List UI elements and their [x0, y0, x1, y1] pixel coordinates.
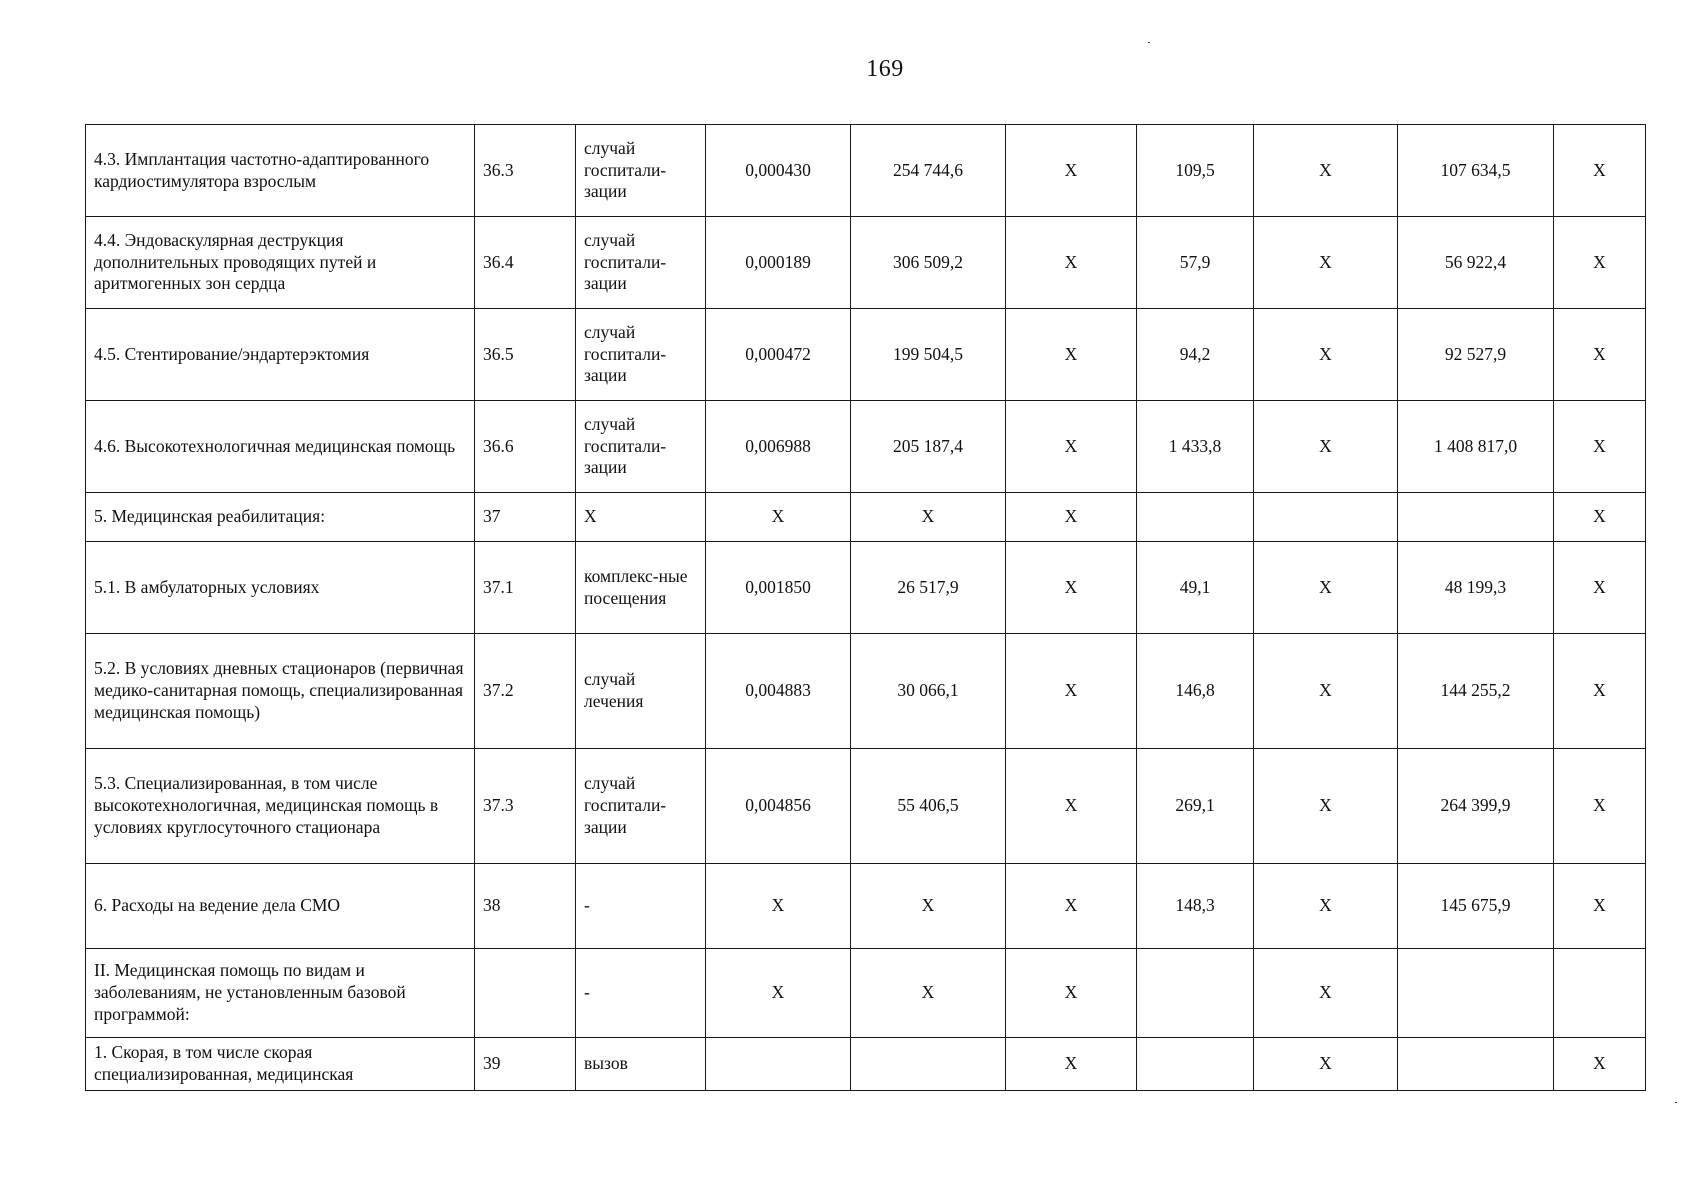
- row-cost: X: [851, 949, 1006, 1038]
- row-col9: [1398, 493, 1554, 542]
- row-col7: 109,5: [1137, 125, 1254, 217]
- row-unit: случай госпитали-зации: [576, 401, 706, 493]
- row-col9: 48 199,3: [1398, 542, 1554, 634]
- row-col8: X: [1254, 634, 1398, 749]
- row-unit: X: [576, 493, 706, 542]
- row-unit: случай госпитали-зации: [576, 217, 706, 309]
- row-col6: X: [1006, 949, 1137, 1038]
- row-col8: X: [1254, 125, 1398, 217]
- scan-speck: [1148, 42, 1150, 43]
- row-cost: 30 066,1: [851, 634, 1006, 749]
- row-col6: X: [1006, 749, 1137, 864]
- row-code: 36.6: [475, 401, 576, 493]
- row-cost: 55 406,5: [851, 749, 1006, 864]
- row-col6: X: [1006, 217, 1137, 309]
- table-row: [86, 217, 1646, 309]
- row-unit: -: [576, 864, 706, 949]
- row-col10: X: [1554, 309, 1646, 401]
- row-col6: X: [1006, 401, 1137, 493]
- row-name: 1. Скорая, в том числе скорая специализированная, медицинская: [86, 1038, 475, 1091]
- row-col7: 146,8: [1137, 634, 1254, 749]
- row-col6: X: [1006, 1038, 1137, 1091]
- row-col6: X: [1006, 634, 1137, 749]
- row-cost: 205 187,4: [851, 401, 1006, 493]
- row-col8: X: [1254, 864, 1398, 949]
- row-col9: 264 399,9: [1398, 749, 1554, 864]
- row-col8: X: [1254, 1038, 1398, 1091]
- row-code: 37.3: [475, 749, 576, 864]
- row-col7: 57,9: [1137, 217, 1254, 309]
- row-name: 5.2. В условиях дневных стационаров (первичная медико-санитарная помощь, специализированная медицинская помощь): [86, 634, 475, 749]
- row-code: 36.4: [475, 217, 576, 309]
- row-col7: 1 433,8: [1137, 401, 1254, 493]
- row-code: 36.3: [475, 125, 576, 217]
- scan-speck: [1675, 1102, 1677, 1103]
- row-col9: 107 634,5: [1398, 125, 1554, 217]
- row-cost: X: [851, 493, 1006, 542]
- row-norm: X: [706, 949, 851, 1038]
- row-col9: 92 527,9: [1398, 309, 1554, 401]
- row-code: 37.2: [475, 634, 576, 749]
- row-norm: 0,001850: [706, 542, 851, 634]
- row-name: 4.3. Имплантация частотно-адаптированного кардиостимулятора взрослым: [86, 125, 475, 217]
- row-col7: 148,3: [1137, 864, 1254, 949]
- row-name: 4.6. Высокотехнологичная медицинская помощь: [86, 401, 475, 493]
- row-col6: X: [1006, 542, 1137, 634]
- table-row: [86, 949, 1646, 1038]
- row-col8: X: [1254, 749, 1398, 864]
- row-name: 4.5. Стентирование/эндартерэктомия: [86, 309, 475, 401]
- row-col9: 56 922,4: [1398, 217, 1554, 309]
- row-col10: [1554, 949, 1646, 1038]
- row-norm: 0,006988: [706, 401, 851, 493]
- row-col10: X: [1554, 1038, 1646, 1091]
- row-name: 4.4. Эндоваскулярная деструкция дополнительных проводящих путей и аритмогенных зон сердца: [86, 217, 475, 309]
- row-code: 38: [475, 864, 576, 949]
- row-col7: 49,1: [1137, 542, 1254, 634]
- row-norm: X: [706, 493, 851, 542]
- row-norm: 0,004856: [706, 749, 851, 864]
- row-name: 5.1. В амбулаторных условиях: [86, 542, 475, 634]
- page-number: 169: [866, 56, 904, 82]
- row-code: 37.1: [475, 542, 576, 634]
- row-col9: 1 408 817,0: [1398, 401, 1554, 493]
- row-col9: 144 255,2: [1398, 634, 1554, 749]
- row-unit: случай лечения: [576, 634, 706, 749]
- table-row: [86, 493, 1646, 542]
- row-col8: X: [1254, 217, 1398, 309]
- row-col10: X: [1554, 864, 1646, 949]
- row-col8: X: [1254, 401, 1398, 493]
- row-name: 5. Медицинская реабилитация:: [86, 493, 475, 542]
- row-unit: -: [576, 949, 706, 1038]
- row-name: 6. Расходы на ведение дела СМО: [86, 864, 475, 949]
- row-norm: X: [706, 864, 851, 949]
- row-col8: [1254, 493, 1398, 542]
- row-cost: [851, 1038, 1006, 1091]
- row-unit: случай госпитали-зации: [576, 125, 706, 217]
- row-code: 36.5: [475, 309, 576, 401]
- row-col10: X: [1554, 401, 1646, 493]
- row-norm: 0,004883: [706, 634, 851, 749]
- row-unit: комплекс-ные посещения: [576, 542, 706, 634]
- table-row: [86, 634, 1646, 749]
- row-col7: [1137, 1038, 1254, 1091]
- table-row: [86, 1038, 1646, 1091]
- row-col9: [1398, 1038, 1554, 1091]
- row-col6: X: [1006, 864, 1137, 949]
- row-col7: [1137, 493, 1254, 542]
- row-unit: случай госпитали-зации: [576, 309, 706, 401]
- row-code: 39: [475, 1038, 576, 1091]
- row-unit: случай госпитали-зации: [576, 749, 706, 864]
- row-code: [475, 949, 576, 1038]
- row-col10: X: [1554, 125, 1646, 217]
- table-row: [86, 542, 1646, 634]
- row-col10: X: [1554, 217, 1646, 309]
- row-unit: вызов: [576, 1038, 706, 1091]
- row-col8: X: [1254, 309, 1398, 401]
- row-norm: 0,000472: [706, 309, 851, 401]
- row-col8: X: [1254, 542, 1398, 634]
- row-col9: 145 675,9: [1398, 864, 1554, 949]
- row-name: 5.3. Специализированная, в том числе высокотехнологичная, медицинская помощь в условиях круглосуточного стационара: [86, 749, 475, 864]
- row-col6: X: [1006, 125, 1137, 217]
- row-col10: X: [1554, 749, 1646, 864]
- data-table: [85, 124, 1646, 1091]
- row-col10: X: [1554, 542, 1646, 634]
- row-cost: 199 504,5: [851, 309, 1006, 401]
- row-col6: X: [1006, 309, 1137, 401]
- row-name: II. Медицинская помощь по видам и заболеваниям, не установленным базовой программой:: [86, 949, 475, 1038]
- row-col7: [1137, 949, 1254, 1038]
- table-row: [86, 864, 1646, 949]
- row-col6: X: [1006, 493, 1137, 542]
- row-cost: 254 744,6: [851, 125, 1006, 217]
- table-row: [86, 309, 1646, 401]
- table-row: [86, 125, 1646, 217]
- row-col10: X: [1554, 634, 1646, 749]
- row-col7: 269,1: [1137, 749, 1254, 864]
- row-col8: X: [1254, 949, 1398, 1038]
- row-cost: 306 509,2: [851, 217, 1006, 309]
- row-code: 37: [475, 493, 576, 542]
- row-cost: X: [851, 864, 1006, 949]
- row-col9: [1398, 949, 1554, 1038]
- row-norm: [706, 1038, 851, 1091]
- table-row: [86, 401, 1646, 493]
- row-col10: X: [1554, 493, 1646, 542]
- row-cost: 26 517,9: [851, 542, 1006, 634]
- row-col7: 94,2: [1137, 309, 1254, 401]
- table-row: [86, 749, 1646, 864]
- row-norm: 0,000430: [706, 125, 851, 217]
- row-norm: 0,000189: [706, 217, 851, 309]
